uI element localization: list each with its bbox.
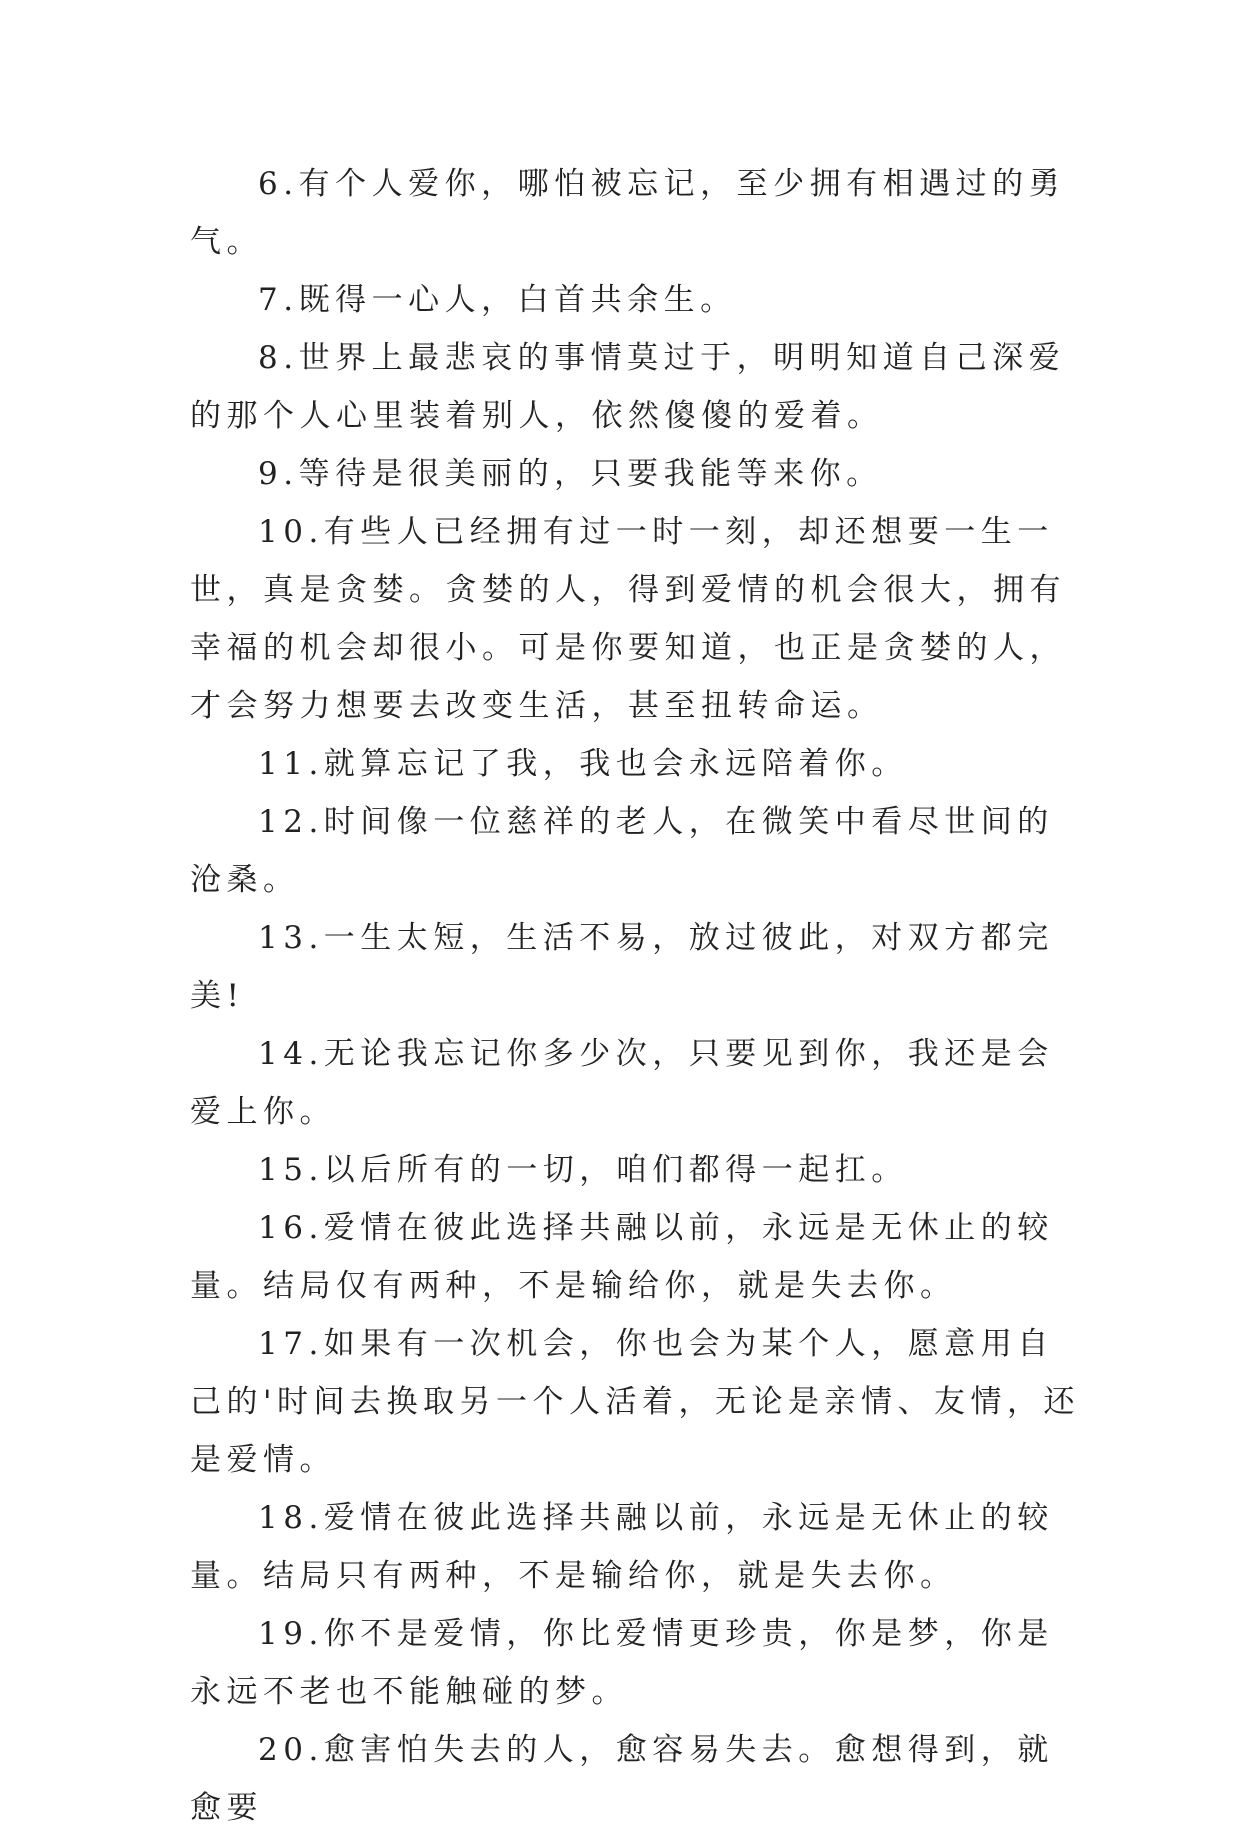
paragraph-16: 16.爱情在彼此选择共融以前，永远是无休止的较量。结局仅有两种，不是输给你，就是失去你。 bbox=[190, 1210, 1054, 1304]
paragraph-9: 9.等待是很美丽的，只要我能等来你。 bbox=[258, 456, 883, 492]
paragraph-10: 10.有些人已经拥有过一时一刻，却还想要一生一世，真是贪婪。贪婪的人，得到爱情的机会很大，拥有幸福的机会却很小。可是你要知道，也正是贪婪的人，才会努力想要去改变生活，甚至扭转命运。 bbox=[190, 514, 1066, 724]
paragraph-13: 13.一生太短，生活不易，放过彼此，对双方都完美! bbox=[190, 920, 1054, 1014]
paragraph-11: 11.就算忘记了我，我也会永远陪着你。 bbox=[258, 746, 908, 782]
paragraph-12: 12.时间像一位慈祥的老人，在微笑中看尽世间的沧桑。 bbox=[190, 804, 1054, 898]
paragraph-19: 19.你不是爱情，你比爱情更珍贵，你是梦，你是永远不老也不能触碰的梦。 bbox=[190, 1616, 1054, 1710]
paragraph-17: 17.如果有一次机会，你也会为某个人，愿意用自己的'时间去换取另一个人活着，无论是亲情、友情，还是爱情。 bbox=[190, 1326, 1081, 1478]
paragraph-6: 6.有个人爱你，哪怕被忘记，至少拥有相遇过的勇气。 bbox=[190, 166, 1066, 260]
document-body bbox=[190, 155, 1090, 1837]
paragraph-14: 14.无论我忘记你多少次，只要见到你，我还是会爱上你。 bbox=[190, 1036, 1054, 1130]
paragraph-18: 18.爱情在彼此选择共融以前，永远是无休止的较量。结局只有两种，不是输给你，就是失去你。 bbox=[190, 1500, 1054, 1594]
paragraph-15: 15.以后所有的一切，咱们都得一起扛。 bbox=[258, 1152, 908, 1188]
paragraph-8: 8.世界上最悲哀的事情莫过于，明明知道自己深爱的那个人心里装着别人，依然傻傻的爱着。 bbox=[190, 340, 1066, 434]
paragraph-7: 7.既得一心人，白首共余生。 bbox=[258, 282, 737, 318]
paragraph-20: 20.愈害怕失去的人，愈容易失去。愈想得到，就愈要 bbox=[190, 1732, 1054, 1826]
